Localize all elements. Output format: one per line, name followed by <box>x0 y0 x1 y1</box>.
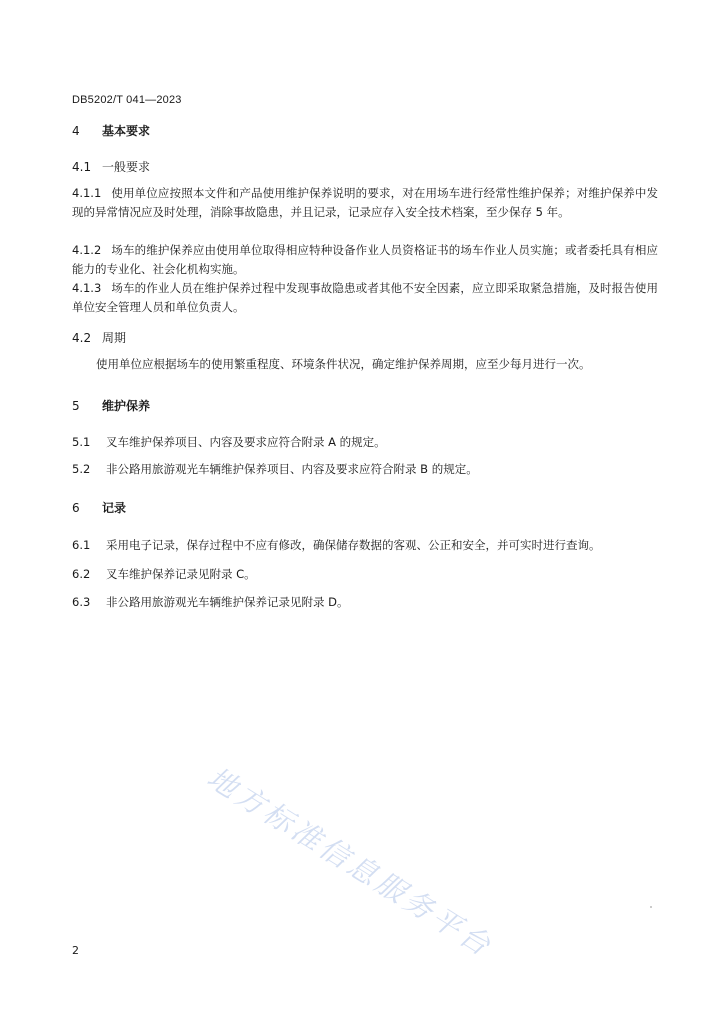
watermark: 地方标准信息服务平台 <box>201 760 500 964</box>
clause-text: 叉车维护保养项目、内容及要求应符合附录 A 的规定。 <box>106 435 386 449</box>
section-4-2-text: 使用单位应根据场车的使用繁重程度、环境条件状况，确定维护保养周期，应至少每月进行一次。 <box>96 357 591 371</box>
clause-number: 5.1 <box>72 435 91 449</box>
clause-number: 6.2 <box>72 567 91 581</box>
section-number: 4 <box>72 124 80 138</box>
clause-number: 6.1 <box>72 538 91 552</box>
section-number: 5 <box>72 399 80 413</box>
clause-number: 4.1.2 <box>72 243 102 257</box>
clause-6-2 <box>72 566 256 582</box>
subsection-title: 周期 <box>102 331 127 345</box>
section-title: 基本要求 <box>102 124 151 138</box>
clause-number: 5.2 <box>72 462 91 476</box>
clause-text: 场车的作业人员在维护保养过程中发现事故隐患或者其他不安全因素，应立即采取紧急措施，及时报告使用单位安全管理人员和单位负责人。 <box>72 281 658 314</box>
clause-text: 使用单位应按照本文件和产品使用维护保养说明的要求，对在用场车进行经常性维护保养；对维护保养中发现的异常情况应及时处理，消除事故隐患，并且记录，记录应存入安全技术档案，至少保存 5 年。 <box>72 186 658 219</box>
clause-6-1 <box>72 537 601 553</box>
clause-4-1-3 <box>72 279 658 317</box>
section-title: 维护保养 <box>102 399 151 413</box>
subsection-number: 4.2 <box>72 331 92 345</box>
subsection-number: 4.1 <box>72 160 92 174</box>
clause-5-2 <box>72 461 478 477</box>
clause-text: 叉车维护保养记录见附录 C。 <box>106 567 256 581</box>
clause-4-1-1 <box>72 184 658 222</box>
clause-5-1 <box>72 434 386 450</box>
clause-number: 6.3 <box>72 595 91 609</box>
scan-dot <box>650 906 652 908</box>
section-6-heading <box>72 499 126 516</box>
clause-text: 非公路用旅游观光车辆维护保养记录见附录 D。 <box>106 595 349 609</box>
clause-text: 非公路用旅游观光车辆维护保养项目、内容及要求应符合附录 B 的规定。 <box>106 462 478 476</box>
section-title: 记录 <box>102 501 127 515</box>
subsection-title: 一般要求 <box>102 160 151 174</box>
clause-text: 采用电子记录，保存过程中不应有修改，确保储存数据的客观、公正和安全，并可实时进行查询。 <box>106 538 601 552</box>
section-4-1-heading <box>72 158 150 175</box>
section-number: 6 <box>72 501 80 515</box>
section-5-heading <box>72 397 150 414</box>
clause-text: 场车的维护保养应由使用单位取得相应特种设备作业人员资格证书的场车作业人员实施；或者委托具有相应能力的专业化、社会化机构实施。 <box>72 243 658 276</box>
page-number: 2 <box>72 944 79 957</box>
clause-number: 4.1.3 <box>72 281 102 295</box>
clause-number: 4.1.1 <box>72 186 102 200</box>
section-4-heading <box>72 122 150 139</box>
clause-4-1-2 <box>72 241 658 279</box>
section-4-2-heading <box>72 329 126 346</box>
clause-6-3 <box>72 594 349 610</box>
document-code: DB5202/T 041—2023 <box>72 94 182 106</box>
